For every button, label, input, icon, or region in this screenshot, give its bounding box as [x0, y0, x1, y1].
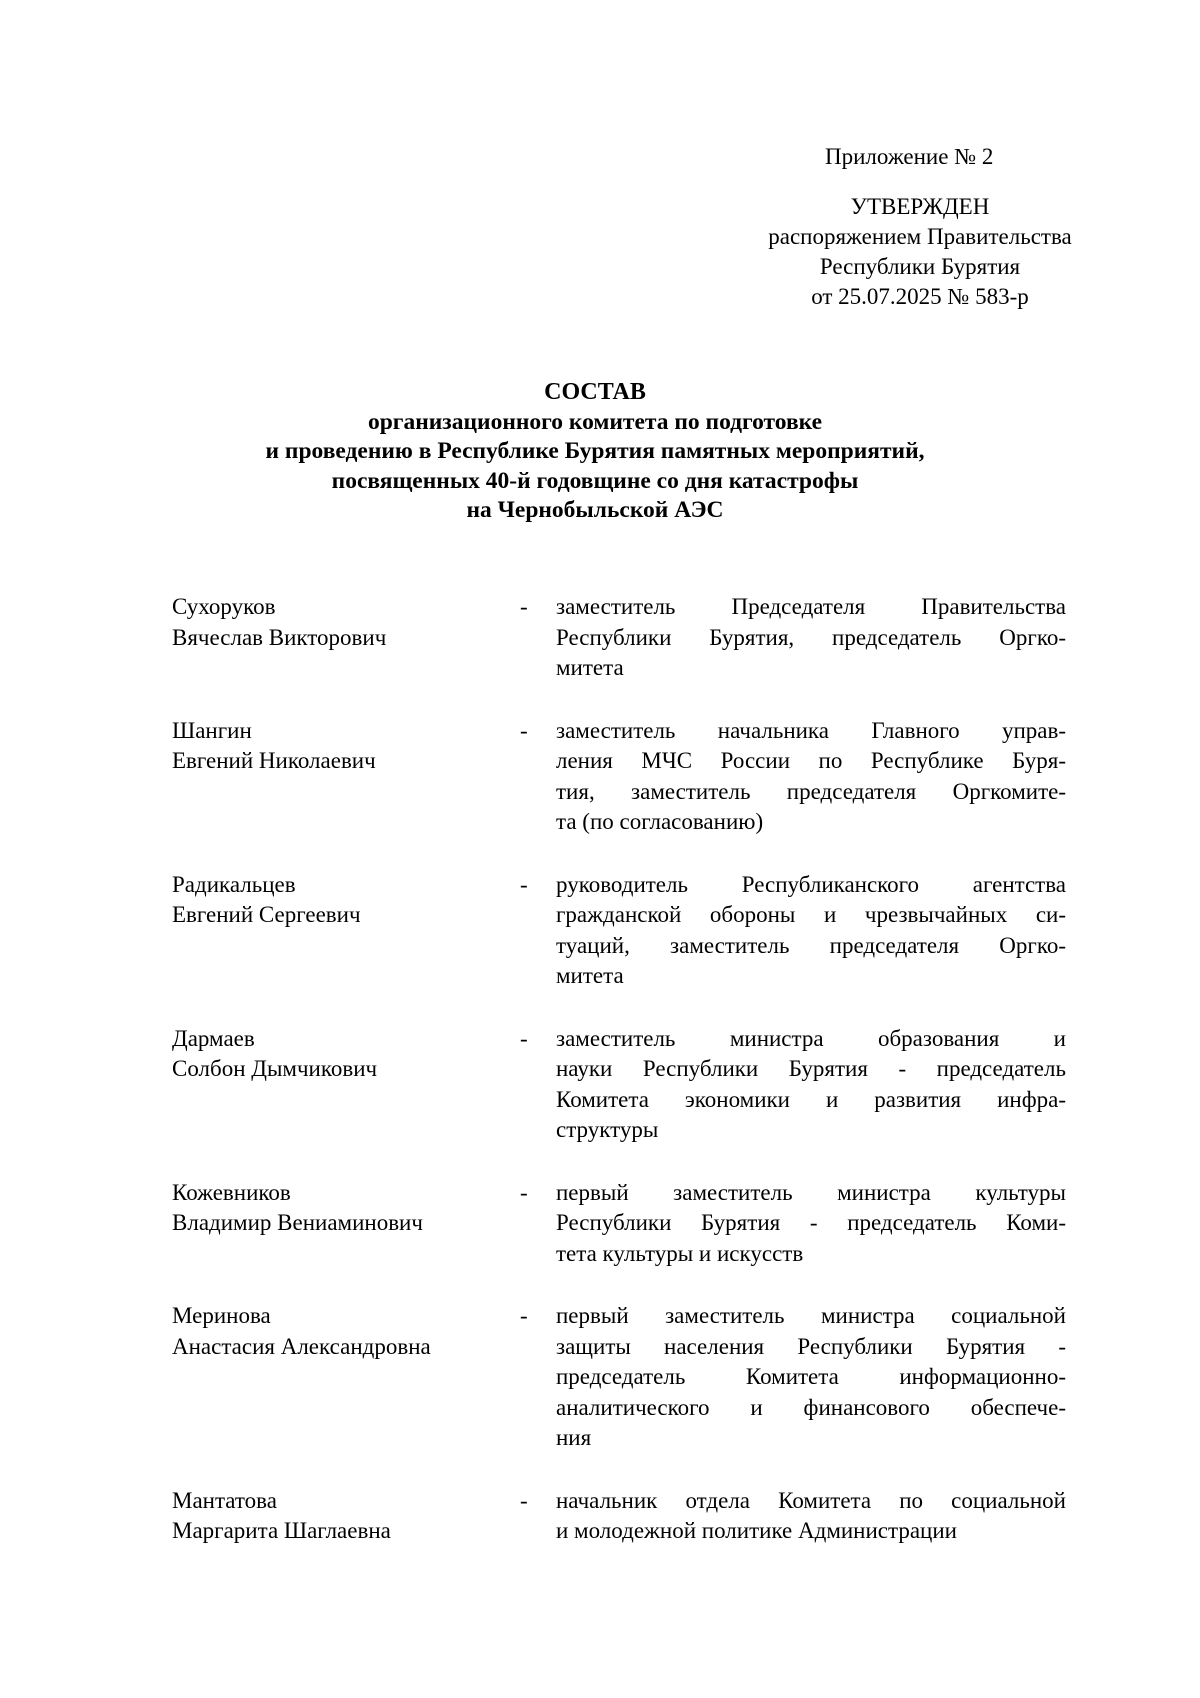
approval-date: от 25.07.2025 № 583-р: [811, 284, 1029, 309]
appendix-label: Приложение № 2: [825, 144, 994, 169]
title-main: СОСТАВ: [544, 379, 646, 405]
member-role: [556, 592, 1066, 684]
member-given-names: Маргарита Шаглаевна: [172, 1518, 391, 1543]
member-role: [556, 1024, 1066, 1146]
member-role-line: науки Республики Бурятия - председатель: [556, 1056, 1066, 1081]
member-role: [556, 870, 1066, 992]
member-row: [172, 870, 1072, 992]
members-list: [172, 592, 1072, 1579]
title-line: и проведению в Республике Бурятия памятных мероприятий,: [265, 438, 925, 464]
member-role: [556, 1178, 1066, 1270]
approval-line-1: распоряжением Правительства: [768, 224, 1072, 249]
member-role-line: аналитического и финансового обеспече-: [556, 1394, 1066, 1420]
member-surname: Дармаев: [172, 1025, 255, 1051]
member-role-line: первый заместитель министра культуры: [556, 1179, 1066, 1205]
member-role-line: митета: [556, 963, 624, 988]
approval-header: [735, 142, 1105, 312]
member-role-line: заместитель министра образования и: [556, 1025, 1066, 1051]
member-dash: -: [520, 594, 528, 619]
member-role-line: тия, заместитель председателя Оргкомите-: [556, 778, 1066, 804]
member-name: [172, 1024, 520, 1085]
member-row: [172, 592, 1072, 684]
member-surname: Шангин: [172, 717, 252, 743]
member-role: [556, 1301, 1066, 1454]
member-surname: Мантатова: [172, 1487, 277, 1513]
member-name: [172, 716, 520, 777]
member-name: [172, 870, 520, 931]
member-role-line: руководитель Республиканского агентства: [556, 871, 1066, 897]
member-role-line: председатель Комитета информационно-: [556, 1364, 1066, 1389]
member-dash: -: [520, 1025, 528, 1051]
member-row: [172, 1486, 1072, 1547]
member-name: [172, 592, 520, 653]
member-role-line: заместитель начальника Главного управ-: [556, 717, 1066, 743]
member-name: [172, 1301, 520, 1362]
title-line: на Чернобыльской АЭС: [466, 497, 724, 523]
member-row: [172, 1301, 1072, 1454]
member-role-line: тета культуры и искусств: [556, 1240, 804, 1266]
member-role-line: защиты населения Республики Бурятия -: [556, 1333, 1066, 1359]
member-role-line: Республики Бурятия, председатель Оргко-: [556, 624, 1066, 650]
member-role: [556, 1486, 1066, 1547]
member-surname: Радикальцев: [172, 871, 296, 897]
member-dash: -: [520, 871, 528, 897]
member-dash: -: [520, 717, 528, 743]
member-role-line: гражданской обороны и чрезвычайных си-: [556, 902, 1066, 927]
member-dash: -: [520, 1179, 528, 1205]
member-role-line: та (по согласованию): [556, 809, 764, 834]
member-given-names: Евгений Сергеевич: [172, 902, 361, 927]
member-role-line: митета: [556, 655, 624, 680]
member-row: [172, 1178, 1072, 1270]
member-role-line: ления МЧС России по Республике Буря-: [556, 748, 1066, 773]
member-row: [172, 716, 1072, 838]
approved-label: УТВЕРЖДЕН: [850, 194, 990, 219]
member-given-names: Владимир Вениаминович: [172, 1210, 423, 1235]
member-role-line: первый заместитель министра социальной: [556, 1303, 1066, 1328]
member-role: [556, 716, 1066, 838]
member-surname: Кожевников: [172, 1179, 291, 1205]
approval-line-2: Республики Бурятия: [819, 254, 1021, 279]
member-surname: Сухоруков: [172, 594, 276, 619]
member-role-line: и молодежной политике Администрации: [556, 1518, 957, 1543]
member-given-names: Евгений Николаевич: [172, 748, 376, 773]
member-role-line: туаций, заместитель председателя Оргко-: [556, 932, 1066, 958]
member-role-line: Республики Бурятия - председатель Коми-: [556, 1210, 1066, 1235]
member-dash: -: [520, 1303, 528, 1328]
member-given-names: Солбон Дымчикович: [172, 1056, 378, 1081]
member-role-line: начальник отдела Комитета по социальной: [556, 1487, 1066, 1513]
member-given-names: Вячеслав Викторович: [172, 624, 387, 650]
title-line: посвященных 40-й годовщине со дня катастрофы: [331, 467, 859, 494]
title-line: организационного комитета по подготовке: [367, 408, 823, 435]
document-title: [140, 378, 1050, 526]
member-role-line: ния: [556, 1425, 592, 1450]
member-role-line: заместитель Председателя Правительства: [556, 594, 1066, 619]
member-role-line: структуры: [556, 1117, 659, 1142]
member-given-names: Анастасия Александровна: [172, 1333, 431, 1359]
member-role-line: Комитета экономики и развития инфра-: [556, 1086, 1066, 1112]
member-surname: Меринова: [172, 1303, 271, 1328]
member-name: [172, 1486, 520, 1547]
member-row: [172, 1024, 1072, 1146]
member-name: [172, 1178, 520, 1239]
member-dash: -: [520, 1487, 528, 1513]
